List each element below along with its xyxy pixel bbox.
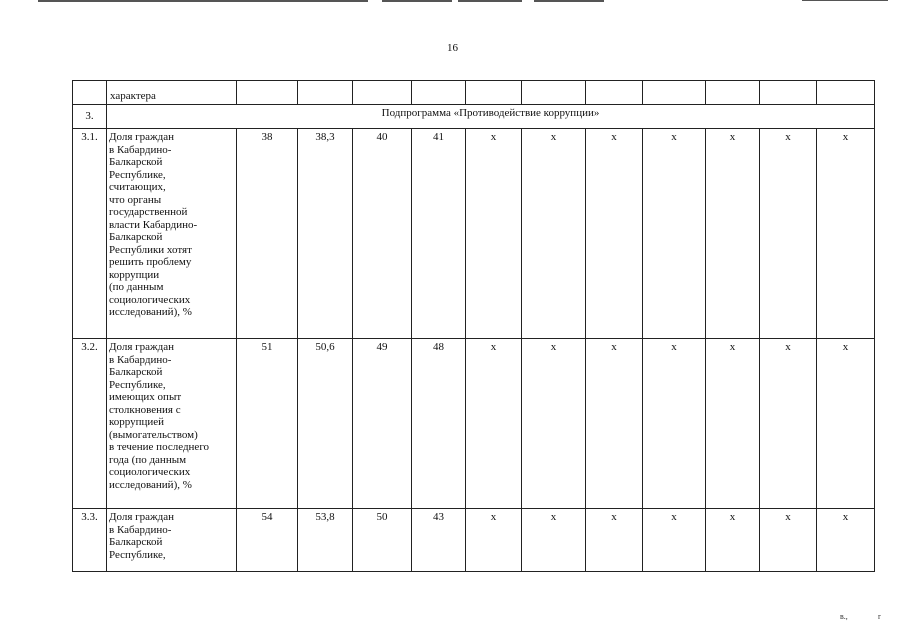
value-cell: x — [522, 509, 586, 572]
value-cell: x — [760, 129, 817, 339]
corner-mark: r — [878, 612, 881, 621]
value-cell: 50 — [353, 509, 412, 572]
value-cell: x — [817, 129, 875, 339]
indicator-name — [107, 129, 237, 339]
indicator-line: решить проблему — [109, 256, 192, 268]
table-cell — [73, 81, 107, 105]
value-cell: x — [817, 509, 875, 572]
value-cell: 49 — [353, 339, 412, 509]
table-row — [73, 509, 875, 572]
corner-mark: в., — [840, 612, 848, 621]
indicator-line: столкновения с — [109, 403, 181, 416]
continuation-text: характера — [107, 81, 237, 105]
row-number: 3.3. — [73, 509, 107, 572]
row-number: 3.2. — [73, 339, 107, 509]
indicator-line: Балкарской — [109, 156, 163, 168]
indicator-line: исследований), % — [109, 478, 192, 491]
indicator-line: социологических — [109, 293, 191, 306]
value-cell: 54 — [237, 509, 298, 572]
top-rule — [38, 0, 368, 2]
indicator-line: имеющих опыт — [109, 391, 182, 403]
value-cell: x — [760, 509, 817, 572]
value-cell: 41 — [412, 129, 466, 339]
indicators-table — [72, 80, 875, 572]
indicator-line: коррупцией — [109, 416, 165, 428]
indicator-line: считающих, — [109, 181, 166, 193]
indicator-line: власти Кабардино- — [109, 218, 198, 231]
section-row — [73, 105, 875, 129]
indicator-line: года (по данным — [109, 453, 187, 466]
indicator-line: коррупции — [109, 268, 160, 281]
top-rule — [458, 0, 522, 2]
value-cell: x — [706, 509, 760, 572]
value-cell: x — [586, 129, 643, 339]
indicator-line: исследований), % — [109, 306, 192, 318]
indicator-line: в Кабардино- — [109, 523, 172, 536]
value-cell: x — [643, 509, 706, 572]
value-cell: x — [466, 339, 522, 509]
indicator-line: государственной — [109, 206, 188, 218]
section-title: Подпрограмма «Противодействие коррупции» — [107, 105, 875, 129]
value-cell: x — [817, 339, 875, 509]
value-cell: x — [522, 129, 586, 339]
table-row — [73, 129, 875, 339]
value-cell: x — [586, 509, 643, 572]
top-rule — [534, 0, 604, 2]
value-cell: x — [643, 129, 706, 339]
indicator-line: Балкарской — [109, 366, 163, 378]
top-rule — [382, 0, 452, 2]
row-number: 3.1. — [73, 129, 107, 339]
indicator-line: что органы — [109, 193, 162, 206]
value-cell: 40 — [353, 129, 412, 339]
value-cell: x — [706, 339, 760, 509]
indicator-line: Доля граждан — [109, 511, 175, 523]
value-cell: x — [643, 339, 706, 509]
continuation-row — [73, 81, 875, 105]
top-rule — [802, 0, 888, 1]
indicator-line: (по данным — [109, 281, 164, 293]
value-cell: x — [586, 339, 643, 509]
indicator-name — [107, 339, 237, 509]
value-cell: x — [466, 509, 522, 572]
indicator-line: социологических — [109, 466, 191, 478]
indicator-line: в Кабардино- — [109, 353, 172, 366]
indicator-line: Республике, — [109, 548, 166, 561]
value-cell: 48 — [412, 339, 466, 509]
value-cell: x — [522, 339, 586, 509]
indicator-line: Республики хотят — [109, 243, 192, 256]
value-cell: 38 — [237, 129, 298, 339]
indicator-line: Балкарской — [109, 231, 163, 243]
indicator-line: в течение последнего — [109, 441, 210, 453]
indicator-name — [107, 509, 237, 572]
indicator-line: Республике, — [109, 378, 166, 391]
value-cell: 53,8 — [298, 509, 353, 572]
page-number: 16 — [447, 42, 458, 54]
value-cell: 50,6 — [298, 339, 353, 509]
indicator-line: Доля граждан — [109, 131, 175, 143]
value-cell: x — [706, 129, 760, 339]
value-cell: 38,3 — [298, 129, 353, 339]
section-number: 3. — [73, 105, 107, 129]
table-row — [73, 339, 875, 509]
indicator-line: в Кабардино- — [109, 143, 172, 156]
value-cell: x — [466, 129, 522, 339]
indicator-line: Республике, — [109, 168, 166, 181]
value-cell: 43 — [412, 509, 466, 572]
indicator-line: Доля граждан — [109, 341, 175, 353]
indicator-line: (вымогательством) — [109, 428, 198, 441]
value-cell: x — [760, 339, 817, 509]
value-cell: 51 — [237, 339, 298, 509]
indicator-line: Балкарской — [109, 536, 163, 548]
